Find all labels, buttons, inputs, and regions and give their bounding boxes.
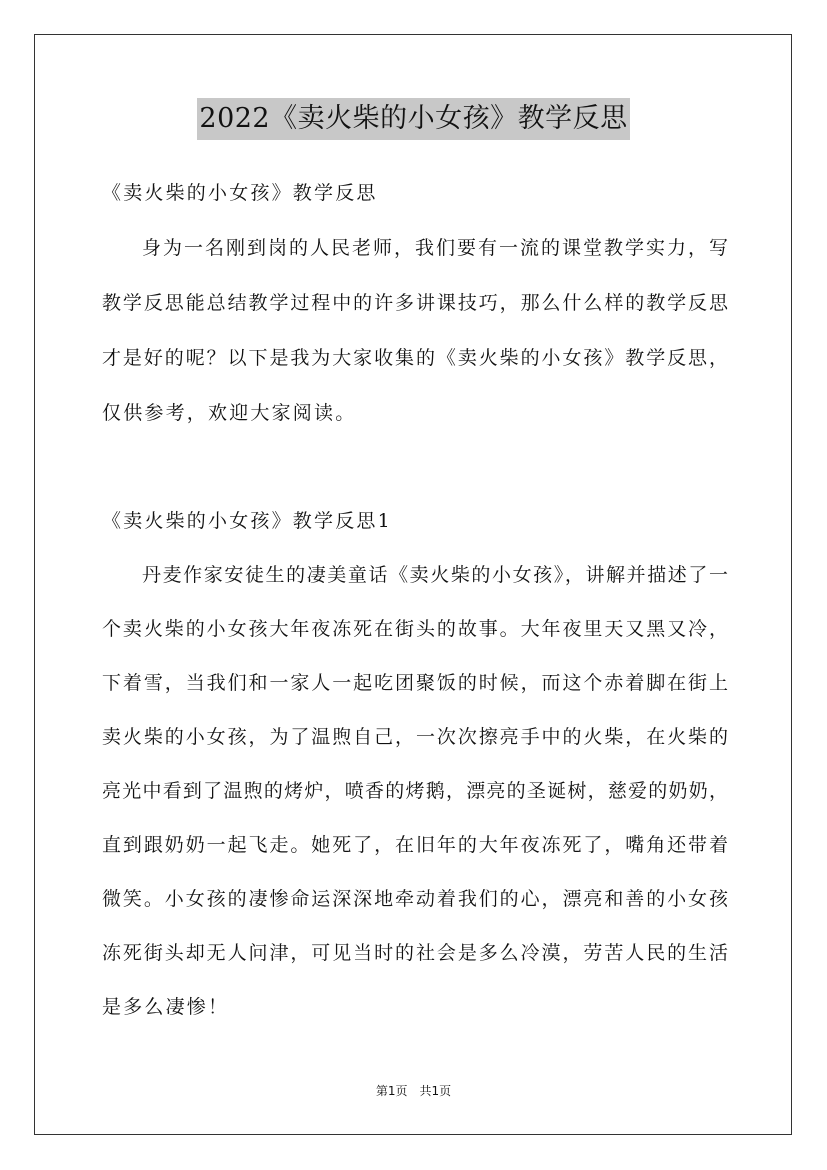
paragraph-line: 个卖火柴的小女孩大年夜冻死在街头的故事。大年夜里天又黑又冷， xyxy=(102,618,728,640)
paragraph-line: 仅供参考，欢迎大家阅读。 xyxy=(102,402,357,424)
paragraph-line: 微笑。小女孩的凄惨命运深深地牵动着我们的心，漂亮和善的小女孩 xyxy=(102,888,728,910)
page-number-footer: 第1页 共1页 xyxy=(375,1084,452,1098)
paragraph-line: 丹麦作家安徒生的凄美童话《卖火柴的小女孩》，讲解并描述了一 xyxy=(142,564,728,586)
paragraph-line: 下着雪，当我们和一家人一起吃团聚饭的时候，而这个赤着脚在街上 xyxy=(102,672,728,694)
paragraph-line: 卖火柴的小女孩，为了温煦自己，一次次擦亮手中的火柴，在火柴的 xyxy=(102,726,728,748)
paragraph-line: 是多么凄惨！ xyxy=(102,996,230,1018)
paragraph-line: 冻死街头却无人问津，可见当时的社会是多么冷漠，劳苦人民的生活 xyxy=(102,942,728,964)
paragraph-line: 教学反思能总结教学过程中的许多讲课技巧，那么什么样的教学反思 xyxy=(102,292,728,314)
section-heading-1: 《卖火柴的小女孩》教学反思1 xyxy=(102,510,392,532)
paragraph-line: 亮光中看到了温煦的烤炉，喷香的烤鹅，漂亮的圣诞树，慈爱的奶奶， xyxy=(102,780,728,802)
paragraph-line: 才是好的呢？以下是我为大家收集的《卖火柴的小女孩》教学反思， xyxy=(102,347,728,369)
section-heading-intro: 《卖火柴的小女孩》教学反思 xyxy=(102,182,378,204)
paragraph-line: 直到跟奶奶一起飞走。她死了，在旧年的大年夜冻死了，嘴角还带着 xyxy=(102,834,728,856)
document-title: 2022《卖火柴的小女孩》教学反思 xyxy=(197,98,629,140)
title-container xyxy=(0,98,827,140)
paragraph-line: 身为一名刚到岗的人民老师，我们要有一流的课堂教学实力，写 xyxy=(142,237,728,259)
